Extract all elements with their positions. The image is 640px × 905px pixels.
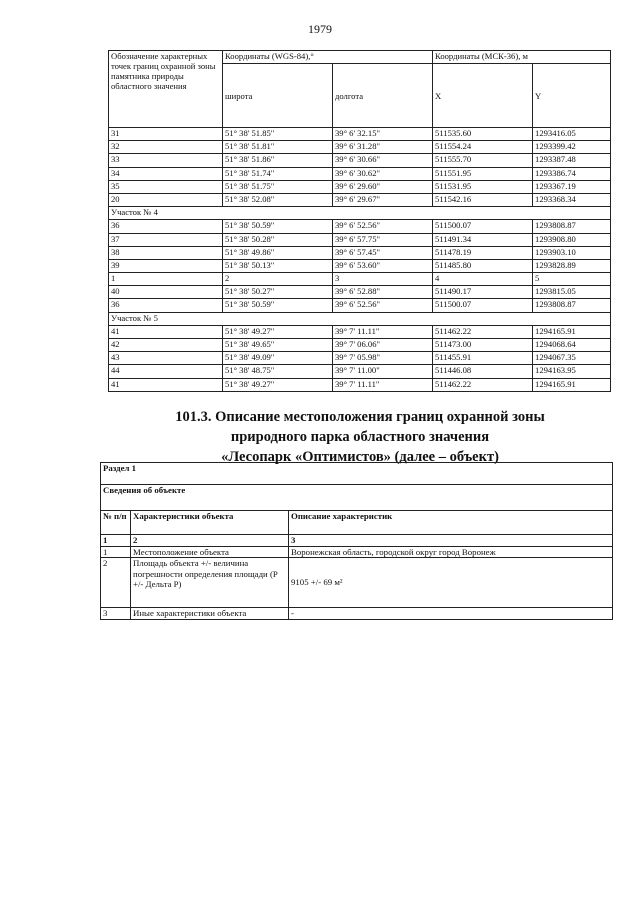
longitude-cell: 39° 6' 52.88"	[333, 286, 433, 299]
x-coordinate-cell: 511551.95	[433, 167, 533, 180]
y-coordinate-cell: 1294165.91	[533, 378, 611, 391]
table-row	[109, 352, 611, 365]
point-id-cell: 1	[109, 273, 223, 286]
table-row	[109, 220, 611, 233]
header-y: Y	[533, 64, 611, 128]
page-number: 1979	[308, 22, 332, 36]
row-characteristic: Иные характеристики объекта	[131, 608, 289, 620]
coordinates-table	[108, 50, 611, 392]
row-number: 3	[101, 608, 131, 620]
razdel-label: Раздел 1	[101, 463, 613, 485]
latitude-cell: 2	[223, 273, 333, 286]
x-coordinate-cell: 511500.07	[433, 220, 533, 233]
row-description: 9105 +/- 69 м²	[289, 558, 613, 608]
latitude-cell: 51° 38' 48.75"	[223, 365, 333, 378]
section-title-line-1: 101.3. Описание местоположения границ охранной зоны	[175, 409, 545, 425]
longitude-cell: 39° 7' 06.06"	[333, 339, 433, 352]
table-row	[109, 339, 611, 352]
latitude-cell: 51° 38' 51.86"	[223, 154, 333, 167]
longitude-cell: 3	[333, 273, 433, 286]
table-row	[109, 193, 611, 206]
y-coordinate-cell: 1293808.87	[533, 299, 611, 312]
section-title-line-3: «Лесопарк «Оптимистов» (далее – объект)	[221, 449, 499, 465]
latitude-cell: 51° 38' 51.75"	[223, 180, 333, 193]
latitude-cell: 51° 38' 51.85"	[223, 128, 333, 141]
section-row	[109, 312, 611, 325]
x-coordinate-cell: 511462.22	[433, 325, 533, 338]
table-row	[109, 154, 611, 167]
latitude-cell: 51° 38' 50.28"	[223, 233, 333, 246]
y-coordinate-cell: 1293908.80	[533, 233, 611, 246]
header-longitude: долгота	[333, 64, 433, 128]
longitude-cell: 39° 7' 11.11"	[333, 325, 433, 338]
table-row	[109, 325, 611, 338]
row-description: Воронежская область, городской округ город Воронеж	[289, 546, 613, 558]
y-coordinate-cell: 5	[533, 273, 611, 286]
y-coordinate-cell: 1293367.19	[533, 180, 611, 193]
x-coordinate-cell: 511491.34	[433, 233, 533, 246]
longitude-cell: 39° 6' 57.45"	[333, 246, 433, 259]
table-row	[109, 128, 611, 141]
header-latitude: широта	[223, 64, 333, 128]
table-row	[109, 378, 611, 391]
latitude-cell: 51° 38' 51.81"	[223, 141, 333, 154]
y-coordinate-cell: 1293808.87	[533, 220, 611, 233]
row-description: -	[289, 608, 613, 620]
table-row	[109, 286, 611, 299]
x-coordinate-cell: 511446.08	[433, 365, 533, 378]
point-id-cell: 32	[109, 141, 223, 154]
longitude-cell: 39° 6' 52.56"	[333, 220, 433, 233]
y-coordinate-cell: 1293386.74	[533, 167, 611, 180]
point-id-cell: 41	[109, 325, 223, 338]
x-coordinate-cell: 511473.00	[433, 339, 533, 352]
point-id-cell: 39	[109, 259, 223, 272]
x-coordinate-cell: 511462.22	[433, 378, 533, 391]
x-coordinate-cell: 511555.70	[433, 154, 533, 167]
number-cell: 3	[289, 535, 613, 547]
longitude-cell: 39° 6' 31.28"	[333, 141, 433, 154]
latitude-cell: 51° 38' 51.74"	[223, 167, 333, 180]
x-coordinate-cell: 4	[433, 273, 533, 286]
x-coordinate-cell: 511478.19	[433, 246, 533, 259]
col-description-header: Описание характеристик	[289, 511, 613, 535]
x-coordinate-cell: 511490.17	[433, 286, 533, 299]
object-info-table	[100, 462, 613, 620]
latitude-cell: 51° 38' 49.27"	[223, 378, 333, 391]
header-wgs84: Координаты (WGS-84),°	[223, 51, 433, 64]
table-row	[109, 167, 611, 180]
latitude-cell: 51° 38' 52.08"	[223, 193, 333, 206]
y-coordinate-cell: 1294067.35	[533, 352, 611, 365]
y-coordinate-cell: 1293828.89	[533, 259, 611, 272]
latitude-cell: 51° 38' 49.27"	[223, 325, 333, 338]
longitude-cell: 39° 7' 11.00"	[333, 365, 433, 378]
longitude-cell: 39° 6' 57.75"	[333, 233, 433, 246]
y-coordinate-cell: 1294068.64	[533, 339, 611, 352]
table-row	[109, 259, 611, 272]
point-id-cell: 36	[109, 220, 223, 233]
row-characteristic: Площадь объекта +/- величина погрешности определения площади (Р +/- Дельта Р)	[131, 558, 289, 608]
table-row	[109, 365, 611, 378]
x-coordinate-cell: 511554.24	[433, 141, 533, 154]
latitude-cell: 51° 38' 50.27"	[223, 286, 333, 299]
longitude-cell: 39° 7' 11.11"	[333, 378, 433, 391]
y-coordinate-cell: 1293903.10	[533, 246, 611, 259]
latitude-cell: 51° 38' 50.13"	[223, 259, 333, 272]
x-coordinate-cell: 511531.95	[433, 180, 533, 193]
x-coordinate-cell: 511500.07	[433, 299, 533, 312]
longitude-cell: 39° 6' 30.66"	[333, 154, 433, 167]
latitude-cell: 51° 38' 49.65"	[223, 339, 333, 352]
row-number: 1	[101, 546, 131, 558]
y-coordinate-cell: 1294165.91	[533, 325, 611, 338]
number-cell: 2	[131, 535, 289, 547]
point-id-cell: 35	[109, 180, 223, 193]
section-label: Участок № 5	[109, 312, 611, 325]
longitude-cell: 39° 6' 29.60"	[333, 180, 433, 193]
y-coordinate-cell: 1293399.42	[533, 141, 611, 154]
latitude-cell: 51° 38' 50.59"	[223, 299, 333, 312]
point-id-cell: 31	[109, 128, 223, 141]
longitude-cell: 39° 6' 53.60"	[333, 259, 433, 272]
table-row	[109, 273, 611, 286]
x-coordinate-cell: 511455.91	[433, 352, 533, 365]
point-id-cell: 42	[109, 339, 223, 352]
y-coordinate-cell: 1293368.34	[533, 193, 611, 206]
table-row	[109, 141, 611, 154]
number-cell: 1	[101, 535, 131, 547]
table-row	[109, 233, 611, 246]
point-id-cell: 33	[109, 154, 223, 167]
latitude-cell: 51° 38' 49.86"	[223, 246, 333, 259]
col-number-header: № п/п	[101, 511, 131, 535]
row-characteristic: Местоположение объекта	[131, 546, 289, 558]
y-coordinate-cell: 1293815.05	[533, 286, 611, 299]
section-row	[109, 207, 611, 220]
point-id-cell: 36	[109, 299, 223, 312]
latitude-cell: 51° 38' 50.59"	[223, 220, 333, 233]
point-id-cell: 44	[109, 365, 223, 378]
point-id-cell: 38	[109, 246, 223, 259]
header-msk36: Координаты (МСК-36), м	[433, 51, 611, 64]
point-id-cell: 41	[109, 378, 223, 391]
y-coordinate-cell: 1294163.95	[533, 365, 611, 378]
section-title	[100, 407, 620, 467]
section-label: Участок № 4	[109, 207, 611, 220]
longitude-cell: 39° 7' 05.98"	[333, 352, 433, 365]
table-row	[109, 299, 611, 312]
y-coordinate-cell: 1293387.48	[533, 154, 611, 167]
col-characteristic-header: Характеристики объекта	[131, 511, 289, 535]
svedeniya-label: Сведения об объекте	[101, 485, 613, 511]
longitude-cell: 39° 6' 29.67"	[333, 193, 433, 206]
y-coordinate-cell: 1293416.05	[533, 128, 611, 141]
x-coordinate-cell: 511542.16	[433, 193, 533, 206]
longitude-cell: 39° 6' 52.56"	[333, 299, 433, 312]
row-number: 2	[101, 558, 131, 608]
header-point-designation: Обозначение характерных точек границ охранной зоны памятника природы областного значения	[109, 51, 223, 128]
point-id-cell: 43	[109, 352, 223, 365]
x-coordinate-cell: 511485.80	[433, 259, 533, 272]
section-title-line-2: природного парка областного значения	[230, 429, 490, 445]
point-id-cell: 34	[109, 167, 223, 180]
point-id-cell: 20	[109, 193, 223, 206]
header-x: X	[433, 64, 533, 128]
point-id-cell: 37	[109, 233, 223, 246]
table-row	[109, 180, 611, 193]
latitude-cell: 51° 38' 49.09"	[223, 352, 333, 365]
point-id-cell: 40	[109, 286, 223, 299]
x-coordinate-cell: 511535.60	[433, 128, 533, 141]
longitude-cell: 39° 6' 32.15"	[333, 128, 433, 141]
table-row	[109, 246, 611, 259]
longitude-cell: 39° 6' 30.62"	[333, 167, 433, 180]
